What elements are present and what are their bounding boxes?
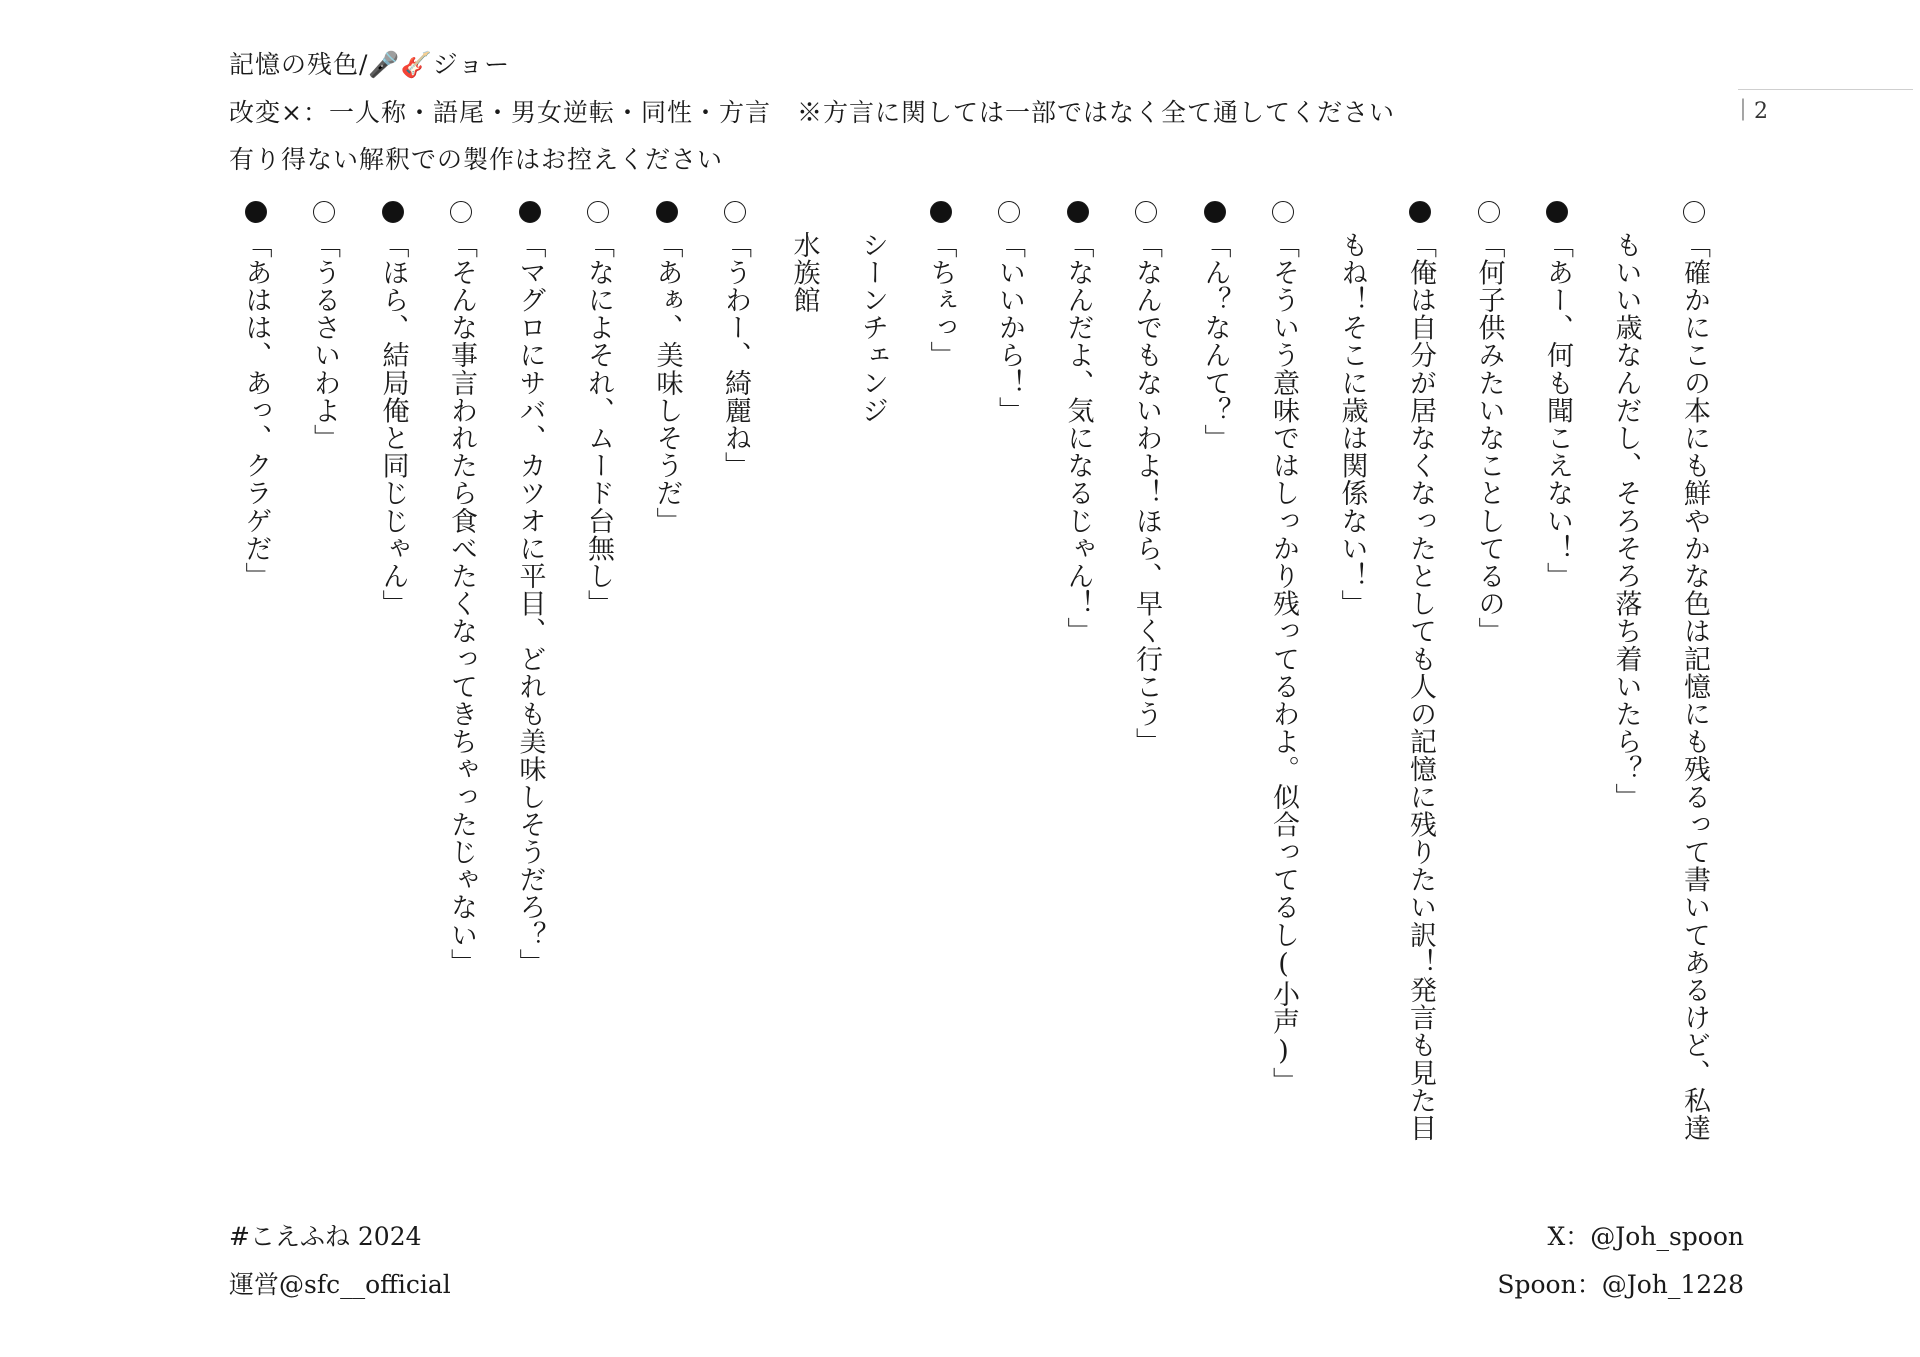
script-line-column: [444, 198, 478, 1138]
script-line-text: 「うわー、綺麗ね」: [720, 231, 751, 480]
speaker-filled-circle-icon: [382, 201, 404, 223]
script-line-text: 「何子供みたいなことしてるの」: [1473, 231, 1505, 645]
script-line-text: 「あー、何も聞こえない！」: [1542, 231, 1573, 590]
speaker-open-circle-icon: [450, 201, 472, 223]
speaker-open-circle-icon: [724, 201, 746, 223]
script-line-column: [376, 198, 410, 1138]
interpretation-note: 有り得ない解釈での製作はお控えください: [229, 145, 724, 174]
script-line-column: [1129, 198, 1163, 1138]
script-line-column: [581, 198, 615, 1138]
speaker-filled-circle-icon: [930, 201, 952, 223]
script-line-text: 「確かにこの本にも鮮やかな色は記憶にも残るって書いてあるけど、私達: [1679, 231, 1710, 1142]
script-line-column: [718, 198, 752, 1138]
script-line-text: 「うるさいわよ」: [309, 231, 340, 452]
script-line-text: 「俺は自分が居なくなったとしても人の記憶に残りたい訳！発言も見た目: [1405, 231, 1436, 1142]
script-line-text: 「なんでもないわよ！ほら、早く行こう」: [1131, 231, 1162, 756]
script-line-column: [1335, 198, 1369, 1138]
speaker-filled-circle-icon: [1204, 201, 1226, 223]
script-title: 記憶の残色/🎤🎸ジョー: [229, 50, 511, 79]
script-line-column: [1198, 198, 1232, 1138]
script-line-text: 「マグロにサバ、カツオに平目、どれも美味しそうだろ？」: [514, 231, 546, 977]
script-line-column: [1403, 198, 1437, 1142]
script-line-column: [992, 198, 1026, 1138]
script-line-text: 「そんな事言われたら食べたくなってきちゃったじゃない」: [446, 231, 477, 977]
script-line-column: [1609, 198, 1643, 1138]
modification-rules: 改変×：一人称・語尾・男女逆転・同性・方言 ※方言に関しては一部ではなく全て通してください: [229, 98, 1395, 127]
page-number-value: 2: [1754, 99, 1769, 124]
script-line-text: 「なんだよ、気になるじゃん！」: [1062, 231, 1094, 645]
script-line-column: [924, 198, 958, 1138]
speaker-open-circle-icon: [1683, 201, 1705, 223]
page-number-rule: [1738, 89, 1913, 90]
page-number: ｜2: [1732, 99, 1769, 124]
speaker-filled-circle-icon: [1067, 201, 1089, 223]
script-line-column: [239, 198, 273, 1138]
script-line-column: [1266, 198, 1300, 1138]
script-line-column: [855, 198, 889, 1138]
speaker-filled-circle-icon: [1409, 201, 1431, 223]
script-line-column: [513, 198, 547, 1138]
script-line-column: [1677, 198, 1711, 1142]
speaker-open-circle-icon: [1478, 201, 1500, 223]
script-line-text: シーンチェンジ: [857, 231, 888, 425]
speaker-open-circle-icon: [587, 201, 609, 223]
script-line-column: [1472, 198, 1506, 1138]
script-line-column: [1061, 198, 1095, 1138]
speaker-filled-circle-icon: [1546, 201, 1568, 223]
event-hashtag: #こえふね 2024: [229, 1222, 422, 1251]
spoon-account: Spoon：@Joh_1228: [1497, 1270, 1744, 1299]
script-line-text: もね！そこに歳は関係ない！」: [1336, 231, 1368, 618]
x-account: X：@Joh_spoon: [1547, 1222, 1744, 1251]
speaker-filled-circle-icon: [519, 201, 541, 223]
organizer-account: 運営@sfc__official: [229, 1270, 451, 1299]
script-line-text: 「いいから！」: [994, 231, 1025, 425]
speaker-open-circle-icon: [313, 201, 335, 223]
speaker-open-circle-icon: [998, 201, 1020, 223]
script-line-column: [307, 198, 341, 1138]
script-line-text: 「ちぇっ」: [925, 231, 957, 369]
script-line-text: 「なによそれ、ムード台無し」: [583, 231, 614, 618]
speaker-filled-circle-icon: [656, 201, 678, 223]
script-line-text: もいい歳なんだし、そろそろ落ち着いたら？」: [1610, 231, 1642, 811]
speaker-open-circle-icon: [1272, 201, 1294, 223]
script-line-text: 「ほら、結局俺と同じじゃん」: [377, 231, 409, 618]
script-line-text: 「あぁ、美味しそうだ」: [651, 231, 683, 535]
speaker-open-circle-icon: [1135, 201, 1157, 223]
script-line-column: [650, 198, 684, 1138]
script-line-text: 水族館: [788, 231, 820, 314]
speaker-filled-circle-icon: [245, 201, 267, 223]
script-line-text: 「そういう意味ではしっかり残ってるわよ。似合ってるし(小声)」: [1268, 231, 1299, 1095]
script-line-text: 「ん？なんて？」: [1199, 231, 1231, 452]
script-line-text: 「あはは、あっ、クラゲだ」: [240, 231, 272, 590]
script-line-column: [1540, 198, 1574, 1138]
script-line-column: [787, 198, 821, 1138]
